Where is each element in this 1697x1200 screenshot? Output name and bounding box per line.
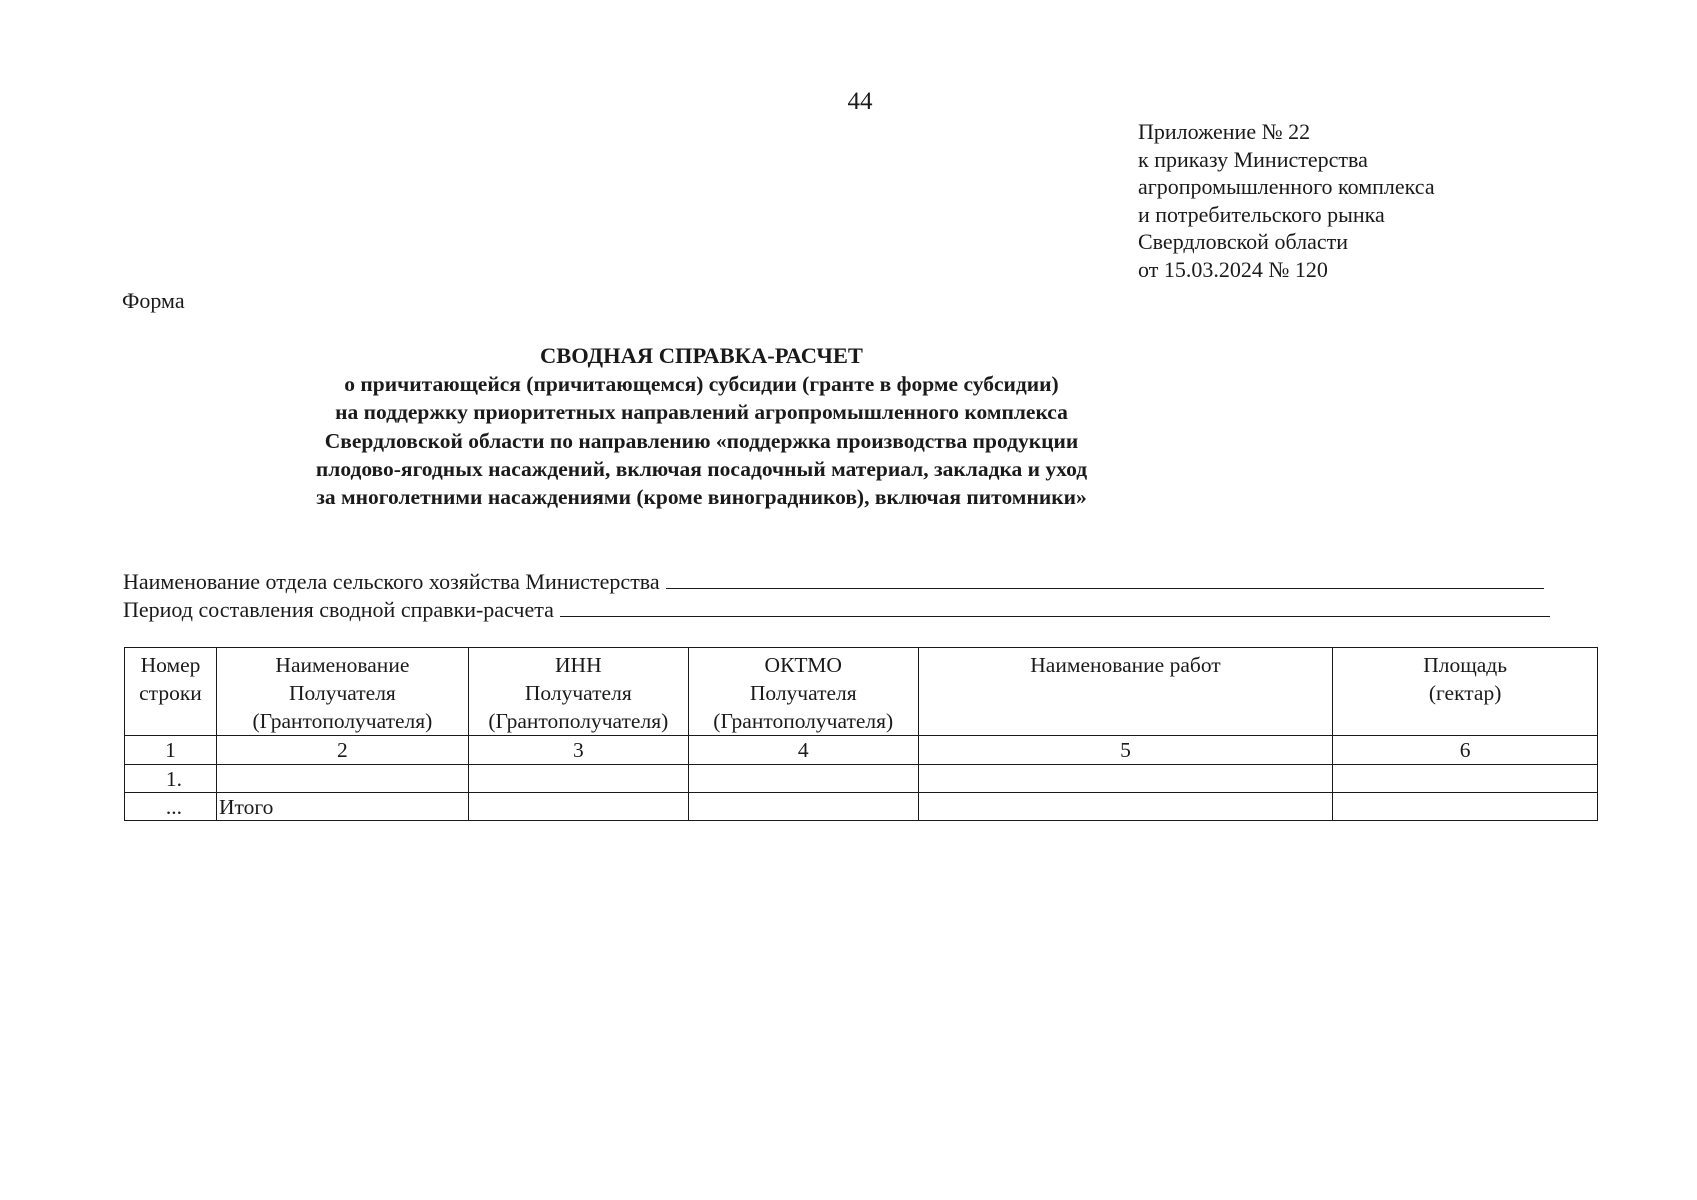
column-number: 2 (216, 736, 468, 765)
report-table (124, 647, 1598, 821)
table-cell[interactable] (688, 793, 918, 821)
table-cell[interactable] (468, 793, 688, 821)
header-area: Площадь (гектар) (1333, 648, 1598, 736)
column-number: 4 (688, 736, 918, 765)
period-label: Период составления сводной справки-расчета (123, 597, 554, 622)
header-oktmo: ОКТМО Получателя (Грантополучателя) (688, 648, 918, 736)
table-cell[interactable] (688, 765, 918, 793)
column-number: 5 (918, 736, 1333, 765)
appendix-line: Приложение № 22 (1138, 119, 1311, 144)
column-number-row (125, 736, 1598, 765)
appendix-line: агропромышленного комплекса (1138, 174, 1435, 199)
title-line: Свердловской области по направлению «поддержка производства продукции (324, 428, 1079, 453)
column-number: 3 (468, 736, 688, 765)
table-row (125, 765, 1598, 793)
table-cell: 1. (125, 765, 217, 793)
page-number: 44 (847, 88, 873, 115)
appendix-line: Свердловской области (1138, 229, 1348, 254)
appendix-line: от 15.03.2024 № 120 (1138, 256, 1328, 282)
table-cell[interactable] (1333, 765, 1598, 793)
header-row-number: Номер строки (125, 648, 217, 736)
column-number: 6 (1333, 736, 1598, 765)
title-line: на поддержку приоритетных направлений агропромышленного комплекса (335, 400, 1068, 425)
appendix-line: к приказу Министерства (1138, 146, 1368, 172)
table-cell: ... (125, 793, 217, 821)
header-recipient-name: Наименование Получателя (Грантополучателя) (216, 648, 468, 736)
title-main: СВОДНАЯ СПРАВКА-РАСЧЕТ (540, 343, 863, 368)
document-title (0, 342, 1403, 511)
total-label: Итого (216, 793, 468, 821)
title-line: о причитающейся (причитающемся) субсидии (гранте в форме субсидии) (344, 372, 1059, 397)
column-number: 1 (125, 736, 217, 765)
table-cell[interactable] (918, 793, 1333, 821)
table-cell[interactable] (468, 765, 688, 793)
table-header-row (125, 648, 1598, 736)
department-label: Наименование отдела сельского хозяйства Министерства (123, 569, 660, 594)
table-cell[interactable] (918, 765, 1333, 793)
department-blank[interactable] (666, 570, 1544, 589)
department-field (123, 569, 1544, 595)
header-inn: ИНН Получателя (Грантополучателя) (468, 648, 688, 736)
period-blank[interactable] (560, 598, 1550, 617)
form-label: Форма (122, 288, 185, 313)
title-line: плодово-ягодных насаждений, включая посадочный материал, закладка и уход (315, 456, 1088, 481)
appendix-block (1138, 118, 1435, 283)
table-cell[interactable] (216, 765, 468, 793)
header-work-name: Наименование работ (918, 648, 1333, 736)
table-row-total (125, 793, 1598, 821)
table-cell[interactable] (1333, 793, 1598, 821)
appendix-line: и потребительского рынка (1138, 201, 1385, 227)
title-line: за многолетними насаждениями (кроме виноградников), включая питомники» (316, 485, 1087, 510)
period-field (123, 597, 1550, 623)
